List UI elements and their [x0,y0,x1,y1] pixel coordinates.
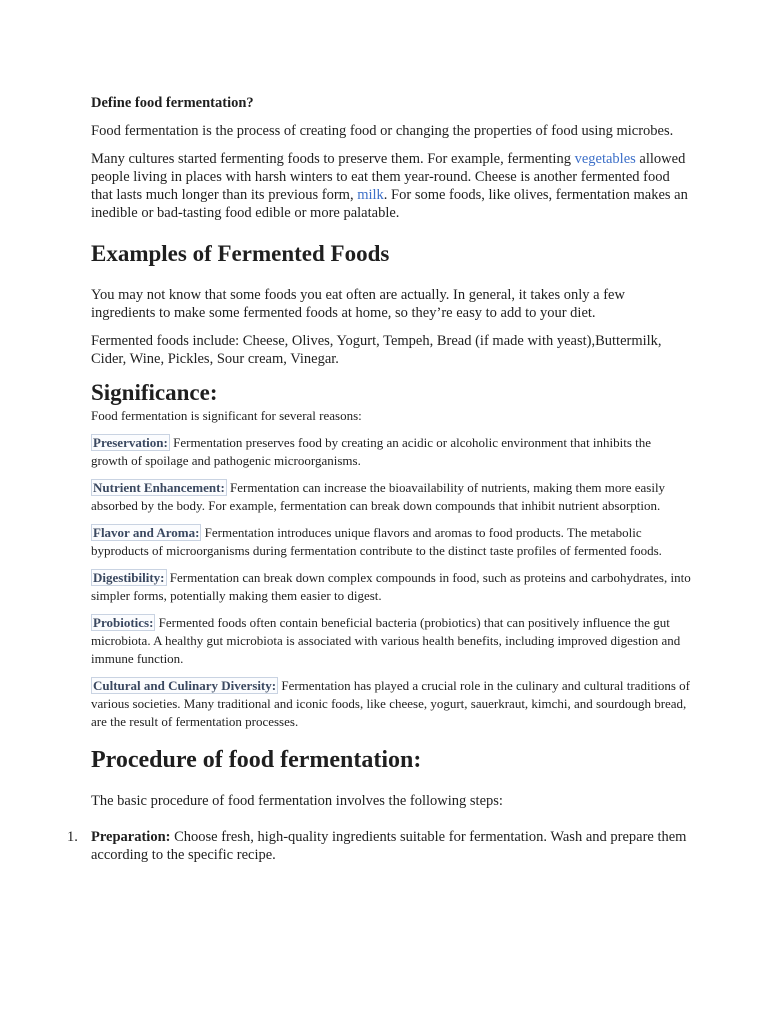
procedure-step [67,828,691,864]
significance-text: Fermented foods often contain beneficial bacteria (probiotics) that can positively influence the gut microbiota. A healthy gut microbiota is associated with various health benefits, including improved digestion and immune function. [91,615,681,666]
significance-text: Fermentation has played a crucial role in the culinary and cultural traditions of various societies. Many traditional and iconic foods, like cheese, yogurt, sauerkraut, kimchi, and sourdough bread, are the result of fermentation processes. [91,678,690,729]
procedure-intro: The basic procedure of food fermentation involves the following steps: [91,793,503,809]
examples-paragraph-1: You may not know that some foods you eat often are actually. In general, it takes only a few ingredients to make some fermented foods at home, so they’re easy to add to your diet. [91,287,625,321]
significance-text: Fermentation introduces unique flavors and aromas to food products. The metabolic byproducts of microorganisms during fermentation contribute to the distinct taste profiles of fermented foods. [91,525,662,558]
intro-paragraph-2 [91,150,691,222]
significance-intro: Food fermentation is significant for several reasons: [91,408,362,423]
significance-label-flavor-aroma[interactable]: Flavor and Aroma: [93,525,200,540]
significance-text: Fermentation can break down complex compounds in food, such as proteins and carbohydrates, into simpler forms, potentially making them easier to digest. [91,570,691,603]
vegetables-link[interactable]: vegetables [574,151,636,167]
intro-text-b: allowed people living in places with harsh winters to eat them year-round. Cheese is another fermented food that lasts much longer than its previous form, [91,151,686,203]
significance-item [91,524,691,560]
intro-text-c: . For some foods, like olives, fermentation makes an inedible or bad-tasting food edible or more palatable. [91,187,688,221]
step-number: 1. [67,829,78,845]
question-heading: Define food fermentation? [91,95,254,111]
significance-label-preservation[interactable]: Preservation: [93,435,168,450]
significance-item [91,677,691,731]
procedure-steps-list [67,828,691,864]
examples-paragraph-2: Fermented foods include: Cheese, Olives, Yogurt, Tempeh, Bread (if made with yeast),Buttermilk, Cider, Wine, Pickles, Sour cream, Vinegar. [91,333,662,367]
significance-item [91,479,691,515]
significance-heading: Significance: [91,380,218,405]
step-text: Choose fresh, high-quality ingredients suitable for fermentation. Wash and prepare them according to the specific recipe. [91,829,687,863]
significance-item [91,569,691,605]
significance-label-nutrient-enhancement[interactable]: Nutrient Enhancement: [93,480,225,495]
significance-item [91,434,691,470]
significance-item [91,614,691,668]
intro-paragraph-1: Food fermentation is the process of creating food or changing the properties of food using microbes. [91,123,674,139]
significance-text: Fermentation can increase the bioavailability of nutrients, making them more easily absorbed by the body. For example, fermentation can break down compounds that inhibit nutrient absorption. [91,480,666,513]
examples-heading: Examples of Fermented Foods [91,241,390,266]
significance-text: Fermentation preserves food by creating an acidic or alcoholic environment that inhibits the growth of spoilage and pathogenic microorganisms. [91,435,652,468]
significance-label-probiotics[interactable]: Probiotics: [93,615,154,630]
procedure-heading: Procedure of food fermentation: [91,747,422,773]
step-lead: Preparation: [91,829,171,845]
significance-label-digestibility[interactable]: Digestibility: [93,570,165,585]
document-content [67,94,691,864]
significance-label-cultural-diversity[interactable]: Cultural and Culinary Diversity: [93,678,277,693]
intro-text-a: Many cultures started fermenting foods to preserve them. For example, fermenting [91,151,575,167]
milk-link[interactable]: milk [357,187,384,203]
